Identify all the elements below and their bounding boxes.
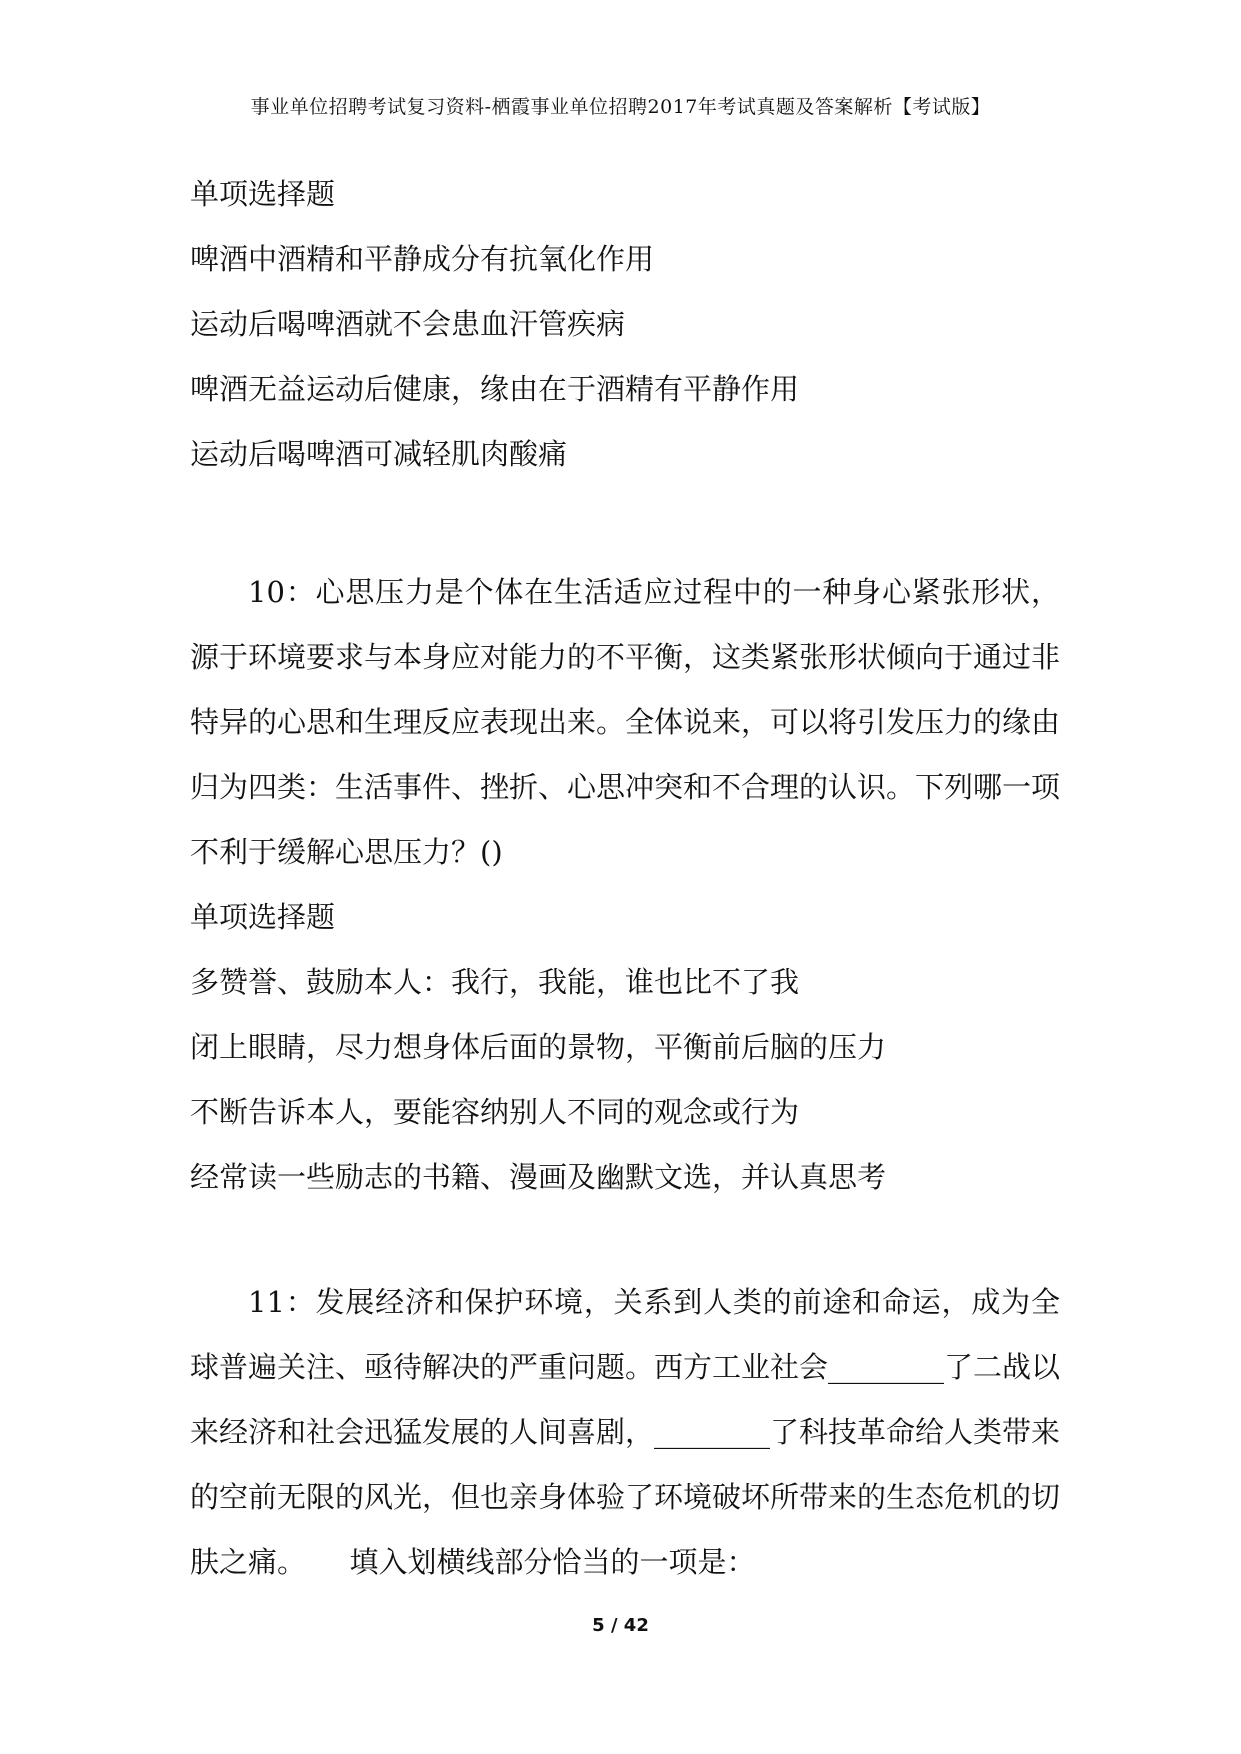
option-a: 多赞誉、鼓励本人：我行，我能，谁也比不了我 [190, 965, 800, 999]
question-10-text: 10：心思压力是个体在生活适应过程中的一种身心紧张形状，源于环境要求与本身应对能力的不平衡，这类紧张形状倾向于通过非特异的心思和生理反应表现出来。全体说来，可以将引发压力的缘由归为四类：生活事件、挫折、心思冲突和不合理的认识。下列哪一项不利于缓解心思压力？() [190, 575, 1061, 869]
option-b: 闭上眼睛，尽力想身体后面的景物，平衡前后脑的压力 [190, 1030, 887, 1064]
option-a: 啤酒中酒精和平静成分有抗氧化作用 [190, 242, 655, 276]
option-b: 运动后喝啤酒就不会患血汗管疾病 [190, 307, 626, 341]
page-header: 事业单位招聘考试复习资料-栖霞事业单位招聘2017年考试真题及答案解析【考试版】 [250, 96, 991, 118]
question-9-options-block [190, 162, 1060, 487]
question-11-text: 11：发展经济和保护环境，关系到人类的前途和命运，成为全球普遍关注、亟待解决的严重问题。西方工业社会________了二战以来经济和社会迅猛发展的人间喜剧，________了科技革命给人类带来的空前无限的风光，但也亲身体验了环境破坏所带来的生态危机的切肤之痛。 填入划横线部分恰当的一项是： [190, 1285, 1061, 1579]
question-10-block [190, 560, 1060, 1210]
option-d: 运动后喝啤酒可减轻肌肉酸痛 [190, 437, 568, 471]
question-type-label: 单项选择题 [190, 900, 336, 934]
option-d: 经常读一些励志的书籍、漫画及幽默文选，并认真思考 [190, 1160, 887, 1194]
option-c: 不断告诉本人，要能容纳别人不同的观念或行为 [190, 1095, 800, 1129]
question-type-label: 单项选择题 [190, 177, 336, 211]
option-c: 啤酒无益运动后健康，缘由在于酒精有平静作用 [190, 372, 800, 406]
document-body [190, 162, 1060, 1595]
page-number: 5 / 42 [592, 1615, 649, 1636]
question-11-block [190, 1270, 1060, 1595]
